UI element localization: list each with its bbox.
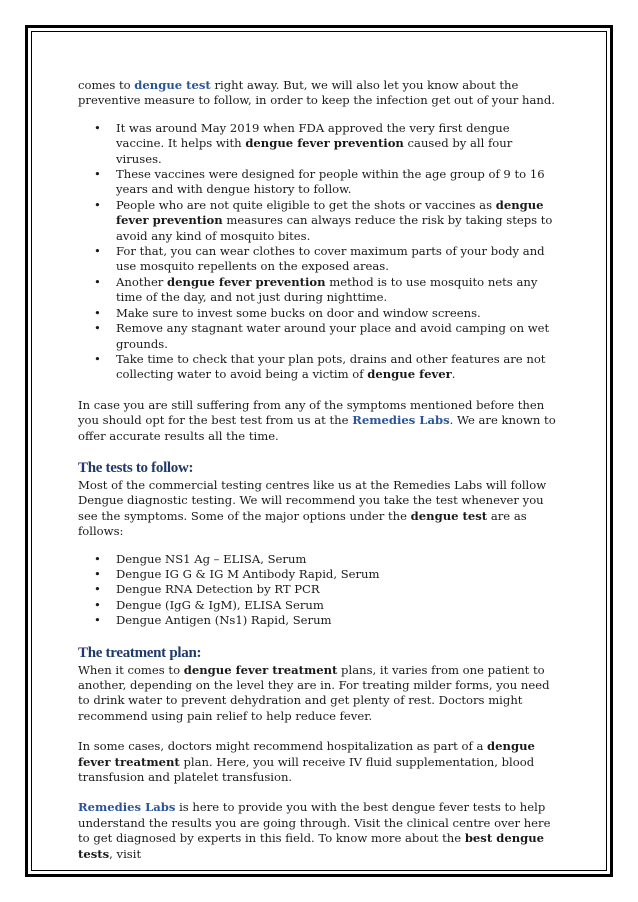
list-item: • Dengue NS1 Ag – ELISA, Serum — [116, 552, 558, 567]
closing-paragraph: Remedies Labs is here to provide you with the best dengue fever tests to help understand the results you are going through. Visit the clinical centre over here to get diagnosed by experts in this field. To know more about the best dengue tests, visit — [78, 800, 551, 861]
treatment-paragraph-2: In some cases, doctors might recommend hospitalization as part of a dengue fever treatment plan. Here, you will receive IV fluid supplementation, blood transfusion and platelet transfusion. — [78, 739, 535, 785]
list-item: • Another dengue fever prevention method is to use mosquito nets any time of the day, and not just during nighttime. — [116, 275, 558, 306]
suffering-paragraph: In case you are still suffering from any of the symptoms mentioned before then you should opt for the best test from us at the Remedies Labs. We are known to offer accurate results all the time. — [78, 397, 556, 443]
list-item: • Remove any stagnant water around your place and avoid camping on wet grounds. — [116, 321, 558, 352]
list-item: • These vaccines were designed for people within the age group of 9 to 16 years and with dengue history to follow. — [116, 167, 558, 198]
list-item: • Take time to check that your plan pots, drains and other features are not collecting water to avoid being a victim of dengue fever. — [116, 352, 558, 383]
list-item: • Dengue (IgG & IgM), ELISA Serum — [116, 598, 558, 613]
treatment-paragraph-1: When it comes to dengue fever treatment plans, it varies from one patient to another, depending on the level they are in. For treating milder forms, you need to drink water to prevent dehydration and get plenty of rest. Doctors might recommend using pain relief to help reduce fever. — [78, 662, 550, 723]
tests-paragraph: Most of the commercial testing centres like us at the Remedies Labs will follow Dengue diagnostic testing. We will recommend you take the test whenever you see the symptoms. Some of the major options under the dengue test are as follows: — [78, 477, 547, 539]
intro-paragraph: comes to dengue test right away. But, we will also let you know about the preventive measure to follow, in order to keep the infection get out of your hand. — [78, 78, 555, 108]
treatment-heading: The treatment plan: — [78, 644, 202, 661]
list-item: • Dengue Antigen (Ns1) Rapid, Serum — [116, 613, 558, 628]
tests-heading: The tests to follow: — [78, 459, 194, 476]
prevention-list — [78, 121, 558, 383]
list-item: • Dengue RNA Detection by RT PCR — [116, 582, 558, 597]
list-item: • It was around May 2019 when FDA approved the very first dengue vaccine. It helps with dengue fever prevention caused by all four viruses. — [116, 121, 558, 167]
remedies-labs-link[interactable]: Remedies Labs — [352, 413, 450, 428]
document-body — [78, 78, 558, 862]
dengue-test-link[interactable]: dengue test — [134, 78, 211, 92]
list-item: • Make sure to invest some bucks on door and window screens. — [116, 306, 558, 321]
tests-list — [78, 552, 558, 629]
list-item: • People who are not quite eligible to get the shots or vaccines as dengue fever prevention measures can always reduce the risk by taking steps to avoid any kind of mosquito bites. — [116, 198, 558, 244]
list-item: • For that, you can wear clothes to cover maximum parts of your body and use mosquito repellents on the exposed areas. — [116, 244, 558, 275]
remedies-labs-link[interactable]: Remedies Labs — [78, 800, 176, 815]
list-item: • Dengue IG G & IG M Antibody Rapid, Serum — [116, 567, 558, 582]
